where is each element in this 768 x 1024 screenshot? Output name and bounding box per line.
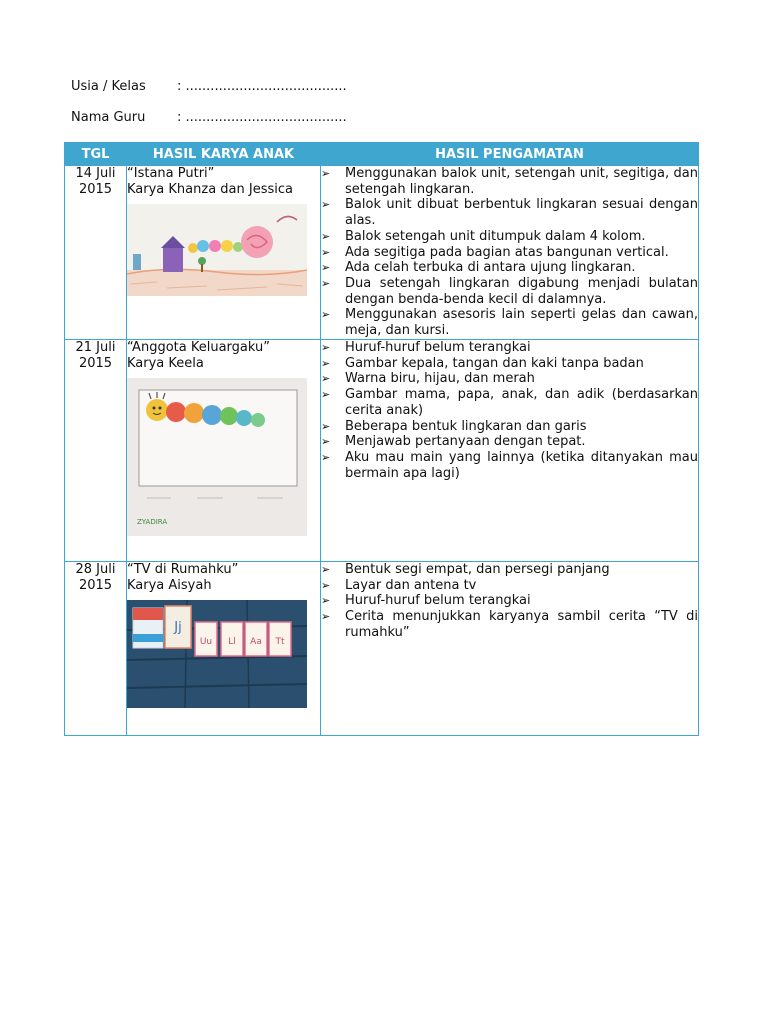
artwork-title: “Anggota Keluargaku”	[127, 340, 270, 355]
nama-guru-line	[71, 110, 347, 126]
date-day: 28 Juli	[75, 562, 116, 577]
usia-kelas-value: : .......................................	[177, 79, 347, 94]
date-cell	[65, 340, 127, 562]
table-row	[65, 562, 699, 736]
header-tgl: TGL	[65, 143, 127, 166]
list-item: ➢ Gambar mama, papa, anak, dan adik (berdasarkan cerita anak)	[321, 387, 698, 418]
artwork-author: Karya Aisyah	[127, 578, 212, 593]
list-item: ➢ Menggunakan asesoris lain seperti gelas dan cawan, meja, dan kursi.	[321, 307, 698, 338]
usia-kelas-line	[71, 79, 347, 95]
list-item: ➢ Ada celah terbuka di antara ujung lingkaran.	[321, 260, 698, 276]
artwork-title: “Istana Putri”	[127, 166, 215, 181]
list-item: ➢ Beberapa bentuk lingkaran dan garis	[321, 419, 698, 435]
artwork-cell	[127, 340, 321, 562]
list-item: ➢ Aku mau main yang lainnya (ketika ditanyakan mau bermain apa lagi)	[321, 450, 698, 481]
list-item: ➢ Menjawab pertanyaan dengan tepat.	[321, 434, 698, 450]
list-item: ➢ Huruf-huruf belum terangkai	[321, 593, 698, 609]
observation-list	[321, 166, 698, 339]
card-letter: Jj	[174, 620, 182, 635]
drawing-signature: ZYADIRA	[137, 518, 168, 526]
card-letter: Aa	[250, 637, 262, 647]
usia-kelas-label: Usia / Kelas	[71, 79, 146, 94]
artwork-cell	[127, 562, 321, 736]
date-year: 2015	[78, 578, 113, 593]
artwork-cell	[127, 166, 321, 340]
list-item: ➢ Layar dan antena tv	[321, 578, 698, 594]
date-day: 21 Juli	[75, 340, 116, 355]
list-item: ➢ Dua setengah lingkaran digabung menjadi bulatan dengan benda-benda kecil di dalamnya.	[321, 276, 698, 307]
observation-cell	[321, 166, 699, 340]
list-item: ➢ Cerita menunjukkan karyanya sambil cerita “TV di rumahku”	[321, 609, 698, 640]
card-letter: Tt	[275, 637, 285, 647]
list-item: ➢ Balok unit dibuat berbentuk lingkaran sesuai dengan alas.	[321, 197, 698, 228]
header-hasil-pengamatan: HASIL PENGAMATAN	[321, 143, 699, 166]
list-item: ➢ Gambar kepala, tangan dan kaki tanpa badan	[321, 356, 698, 372]
list-item: ➢ Menggunakan balok unit, setengah unit, segitiga, dan setengah lingkaran.	[321, 166, 698, 197]
list-item: ➢ Huruf-huruf belum terangkai	[321, 340, 698, 356]
date-day: 14 Juli	[75, 166, 116, 181]
nama-guru-value: : .......................................	[177, 110, 347, 125]
list-item: ➢ Warna biru, hijau, dan merah	[321, 371, 698, 387]
observation-table	[64, 142, 699, 736]
date-year: 2015	[78, 182, 113, 197]
child-drawing-caterpillar-icon	[127, 378, 307, 536]
observation-cell	[321, 340, 699, 562]
date-cell	[65, 562, 127, 736]
observation-list	[321, 340, 698, 481]
observation-cell	[321, 562, 699, 736]
letter-cards-photo-icon	[127, 600, 307, 708]
table-row	[65, 166, 699, 340]
card-letter: Uu	[199, 637, 213, 647]
header-hasil-karya: HASIL KARYA ANAK	[127, 143, 321, 166]
table-row	[65, 340, 699, 562]
artwork-author: Karya Keela	[127, 356, 204, 371]
list-item: ➢ Bentuk segi empat, dan persegi panjang	[321, 562, 698, 578]
date-year: 2015	[78, 356, 113, 371]
date-cell	[65, 166, 127, 340]
artwork-title: “TV di Rumahku”	[127, 562, 239, 577]
card-letter: Ll	[228, 637, 236, 647]
nama-guru-label: Nama Guru	[71, 110, 146, 125]
observation-list	[321, 562, 698, 641]
list-item: ➢ Balok setengah unit ditumpuk dalam 4 kolom.	[321, 229, 698, 245]
table-header-row	[65, 143, 699, 166]
list-item: ➢ Ada segitiga pada bagian atas bangunan vertical.	[321, 245, 698, 261]
artwork-author: Karya Khanza dan Jessica	[127, 182, 293, 197]
child-drawing-caterpillar-castle-icon	[127, 204, 307, 296]
